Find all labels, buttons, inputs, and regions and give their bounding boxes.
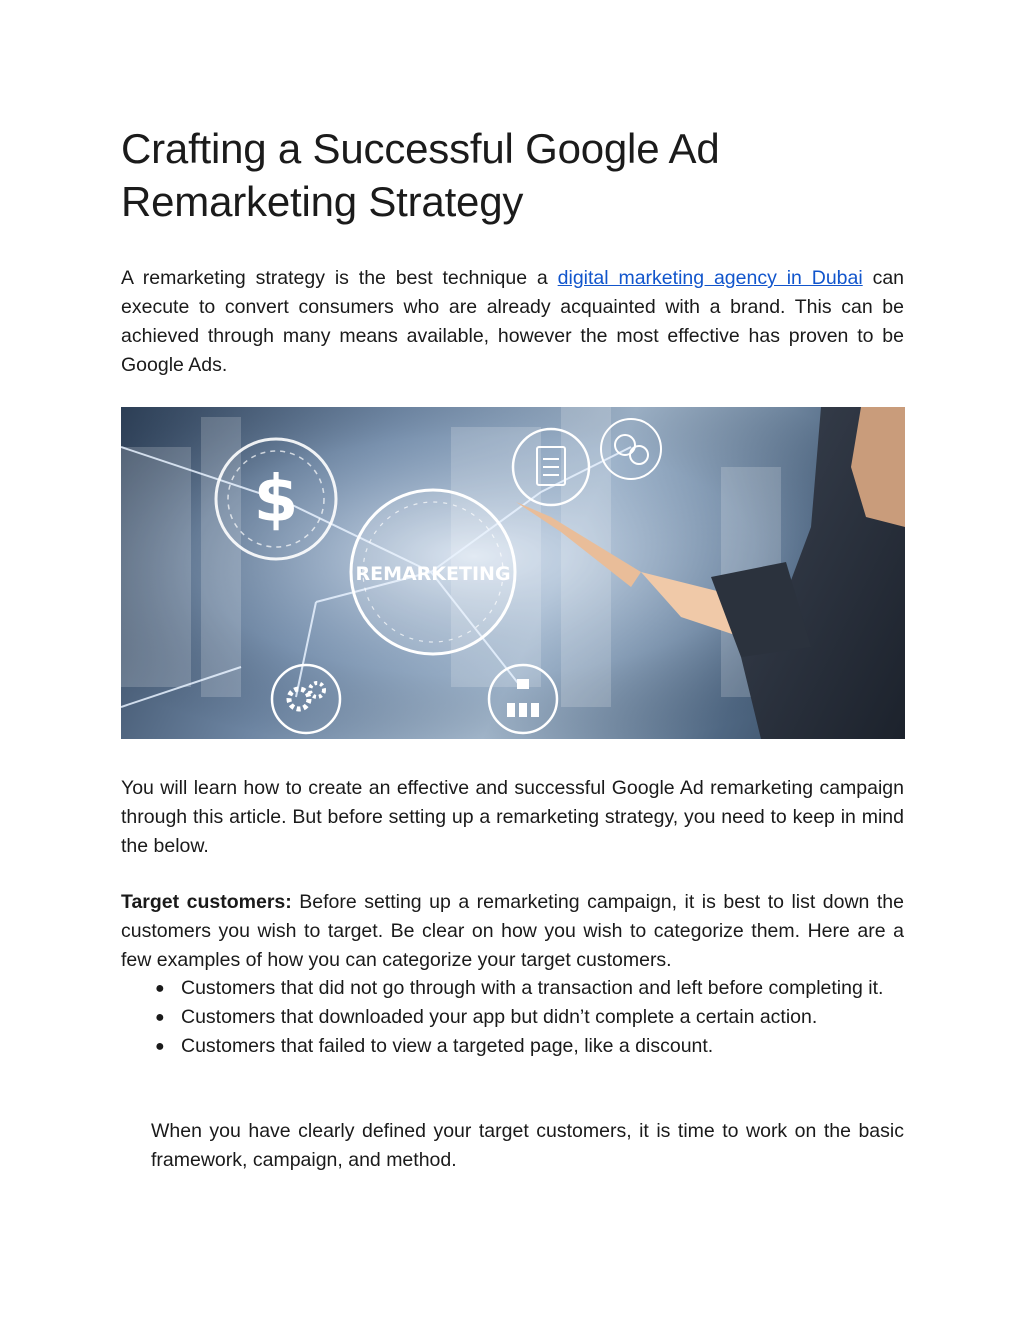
- list-item: [121, 1003, 904, 1032]
- list-item-text: Customers that failed to view a targeted page, like a discount.: [181, 1035, 714, 1057]
- remarketing-badge-text: REMARKETING: [355, 563, 511, 585]
- title-line-2: Remarketing Strategy: [121, 178, 524, 225]
- learn-paragraph: You will learn how to create an effective and successful Google Ad remarketing campaign through this article. But before setting up a remarketing strategy, you need to keep in mind the below.: [121, 777, 904, 857]
- remarketing-hub-icon: [351, 490, 515, 654]
- list-item-text: Customers that did not go through with a transaction and left before completing it.: [181, 977, 884, 999]
- intro-text-after-link: can execute to convert consumers who are already acquainted with a brand. This can be achieved through many means available, however the most effective has proven to be Google Ads.: [121, 267, 905, 376]
- target-customers-text: Before setting up a remarketing campaign, it is best to list down the customers you wish to target. Be clear on how you wish to categorize them. Here are a few examples of how you can categorize your target customers.: [121, 891, 904, 971]
- agency-link[interactable]: digital marketing agency in Dubai: [557, 267, 863, 289]
- intro-text-before-link: A remarketing strategy is the best technique a: [121, 267, 558, 289]
- title-line-1: Crafting a Successful Google Ad: [121, 125, 720, 172]
- intro-paragraph: [121, 264, 904, 380]
- framework-paragraph: When you have clearly defined your target customers, it is time to work on the basic framework, campaign, and method.: [151, 1120, 904, 1171]
- bullet-icon: ●: [155, 980, 165, 997]
- list-item: [121, 974, 904, 1003]
- page-title: [121, 122, 904, 228]
- target-customers-label: Target customers:: [121, 891, 292, 913]
- svg-text:$: $: [253, 463, 299, 537]
- list-item: [121, 1032, 904, 1061]
- bullet-icon: ●: [155, 1009, 165, 1026]
- bullet-icon: ●: [155, 1038, 165, 1055]
- target-customers-list: [121, 974, 904, 1061]
- remarketing-hero-image: [121, 407, 905, 739]
- list-item-text: Customers that downloaded your app but didn’t complete a certain action.: [181, 1006, 818, 1028]
- target-customers-paragraph: [121, 888, 904, 975]
